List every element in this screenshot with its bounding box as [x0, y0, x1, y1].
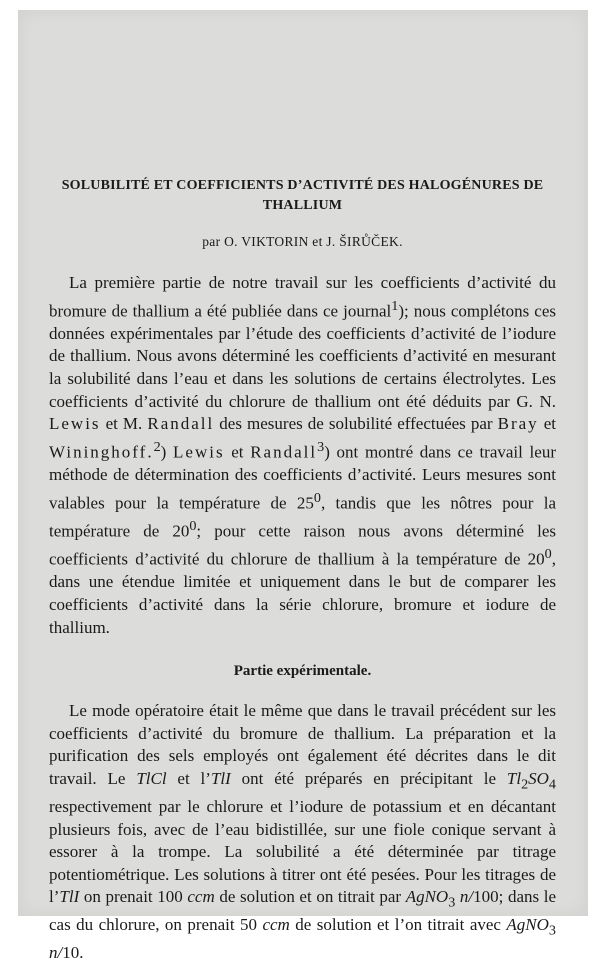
text-run: ) — [160, 442, 174, 462]
unit: ccm — [187, 887, 215, 907]
formula-subscript: 3 — [448, 894, 456, 911]
text-run: ont été préparés en précipitant le — [230, 768, 507, 788]
footnote-ref: 3 — [317, 438, 325, 455]
text-run: on prenait 100 — [79, 887, 188, 907]
author-name: Randall — [147, 414, 215, 434]
article — [49, 176, 556, 965]
chemical-formula: AgNO — [405, 887, 449, 907]
text-run: , tandis que les nôtres pour la température de 20 — [49, 493, 556, 541]
text-run: de solution et l’on titrait avec — [289, 915, 507, 935]
footnote-ref: 2 — [153, 438, 161, 455]
section-heading: Partie expérimentale. — [233, 663, 372, 680]
degree-mark: 0 — [313, 489, 321, 506]
author-name: Bray — [497, 414, 539, 434]
paragraph-introduction — [49, 272, 556, 639]
text-run: ) ont montré dans ce travail leur méthode de détermination des coefficients d’activité. Leurs mesures sont valables pour la température de 25 — [49, 442, 556, 513]
text-run: , dans une étendue limitée et uniquement dans le but de comparer les coefficients d’activité dans la série chlorure, bromure et iodure de thallium. — [49, 549, 556, 637]
chemical-formula: TlI — [210, 768, 231, 788]
text-run: ); nous complétons ces données expérimentales par l’étude des coefficients d’activité de l’iodure de thallium. Nous avons déterminé les coefficients d’activité en mesurant la solubilité dans l’eau et dans les solutions de certains électrolytes. Les coefficients d’activité du chlorure de thallium ont été déduits par G. N. — [49, 301, 556, 411]
text-run: de solution et on titrait par — [214, 887, 406, 907]
article-authors: par O. VIKTORIN et J. ŠIRŮČEK. — [202, 234, 403, 249]
formula-subscript: 4 — [548, 776, 556, 793]
author-name: Wininghoff. — [49, 442, 154, 462]
normality: n/ — [455, 887, 474, 907]
chemical-formula: SO — [528, 768, 549, 788]
text-run: et — [224, 442, 251, 462]
unit: ccm — [262, 915, 290, 935]
degree-mark: 0 — [189, 517, 197, 534]
article-title: SOLUBILITÉ ET COEFFICIENTS D’ACTIVITÉ DES HALOGÉNURES DE THALLIUM — [61, 178, 544, 213]
formula-subscript: 2 — [521, 776, 529, 793]
author-name: Lewis — [49, 414, 101, 434]
text-run: ; pour cette raison nous avons déterminé les coefficients d’activité du chlorure de thallium à la température de 20 — [49, 521, 556, 569]
author-name: Lewis — [173, 442, 225, 462]
text-run: 10. — [62, 943, 84, 963]
formula-subscript: 3 — [548, 922, 556, 939]
chemical-formula: TlCl — [136, 768, 167, 788]
text-run: et M. — [100, 414, 148, 434]
text-run: La première partie de notre travail sur les coefficients d’activité du bromure de thallium a été publiée dans ce journal — [49, 273, 556, 321]
text-run: des mesures de solubilité effectuées par — [214, 414, 498, 434]
text-run: Le mode opératoire était le même que dans le travail précédent sur les coefficients d’activité du bromure de thallium. La préparation et la purification des sels employés ont également été décrites dans le dit travail. Le — [49, 701, 556, 788]
footnote-ref: 1 — [391, 297, 399, 314]
text-run: respectivement par le chlorure et l’iodure de potassium et en décantant plusieurs fois, avec de l’eau bidistillée, sur une fiole conique servant à essorer à la trompe. La solubilité a été déterminée par titrage potentiométrique. Les solutions à titrer ont été pesées. Pour les titrages de l’ — [49, 796, 556, 907]
chemical-formula: Tl — [506, 768, 522, 788]
chemical-formula: AgNO — [506, 915, 549, 935]
normality: n/ — [49, 943, 63, 963]
author-name: Randall — [250, 442, 318, 462]
text-run: 100; dans le cas du chlorure, on prenait 50 — [49, 887, 556, 935]
text-run: et — [538, 414, 556, 434]
paragraph-experimental — [49, 700, 556, 965]
degree-mark: 0 — [544, 546, 552, 563]
text-run: et l’ — [166, 768, 211, 788]
chemical-formula: TlI — [59, 887, 80, 907]
